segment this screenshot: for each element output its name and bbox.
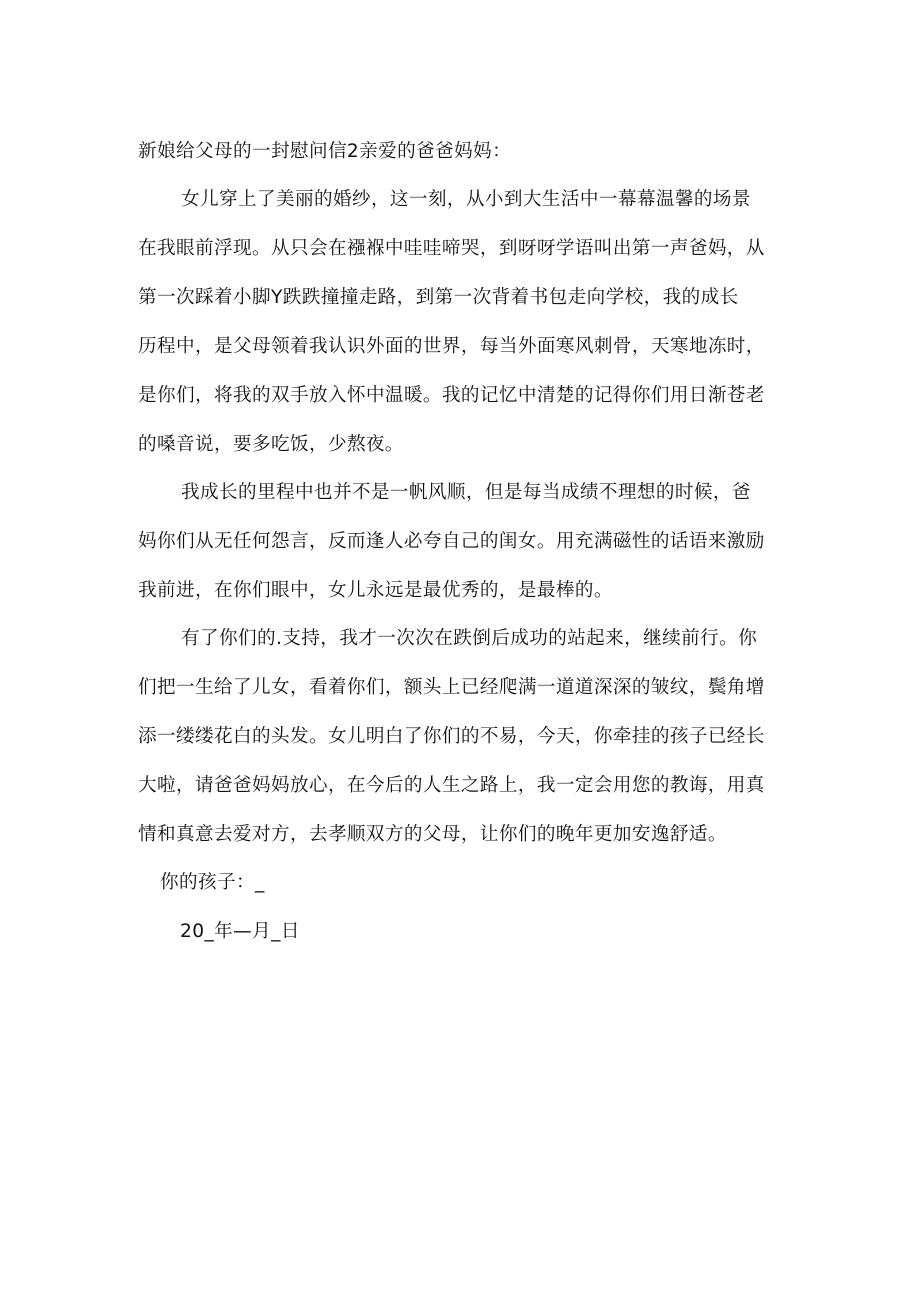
- paragraph-1-line-6: 的嗓音说，要多吃饭，少熬夜。: [138, 434, 404, 455]
- paragraph-3-line-1: 有了你们的.支持，我才一次次在跌倒后成功的站起来，继续前行。你: [181, 628, 758, 649]
- paragraph-2-line-2: 妈你们从无任何怨言，反而逢人必夸自己的闺女。用充满磁性的话语来激励: [138, 531, 765, 552]
- paragraph-1-line-5: 是你们，将我的双手放入怀中温暖。我的记忆中清楚的记得你们用日渐苍老: [138, 385, 765, 406]
- paragraph-1-line-3: 第一次踩着小脚Y跌跌撞撞走路，到第一次背着书包走向学校，我的成长: [138, 287, 739, 308]
- paragraph-3-line-3: 添一缕缕花白的头发。女儿明白了你们的不易，今天，你牵挂的孩子已经长: [138, 726, 765, 747]
- letter-heading: 新娘给父母的一封慰问信2亲爱的爸爸妈妈：: [138, 141, 512, 162]
- paragraph-2-line-3: 我前进，在你们眼中，女儿永远是最优秀的，是最棒的。: [138, 580, 613, 601]
- paragraph-3-line-5: 情和真意去爱对方，去孝顺双方的父母，让你们的晚年更加安逸舒适。: [138, 824, 727, 845]
- paragraph-1-line-4: 历程中，是父母领着我认识外面的世界，每当外面寒风刺骨，天寒地冻时，: [138, 336, 765, 357]
- paragraph-2-line-1: 我成长的里程中也并不是一帆风顺，但是每当成绩不理想的时候，爸: [181, 482, 751, 503]
- paragraph-3-line-4: 大啦，请爸爸妈妈放心，在今后的人生之路上，我一定会用您的教诲，用真: [138, 775, 765, 796]
- paragraph-3-line-2: 们把一生给了儿女，看着你们，额头上已经爬满一道道深深的皱纹，鬓角增: [138, 677, 765, 698]
- paragraph-1-line-2: 在我眼前浮现。从只会在襁褓中哇哇啼哭，到呀呀学语叫出第一声爸妈，从: [138, 238, 765, 259]
- paragraph-1-line-1: 女儿穿上了美丽的婚纱，这一刻，从小到大生活中一幕幕温馨的场景: [181, 189, 751, 210]
- date-line: 20_年—月_日: [180, 921, 300, 942]
- signature-line: 你的孩子：_: [160, 872, 265, 893]
